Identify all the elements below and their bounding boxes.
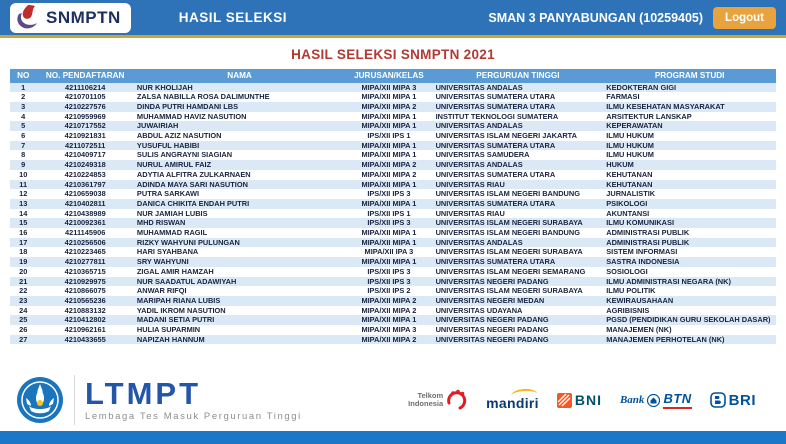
kemdikbud-emblem-icon (16, 376, 64, 424)
cell-no: 12 (19, 189, 28, 199)
cell-perguruan-tinggi: UNIVERSITAS SUMATERA UTARA (435, 101, 556, 111)
cell-no: 17 (19, 237, 28, 247)
cell-no-pendaftaran: 4210921831 (64, 131, 106, 141)
cell-jurusan-kelas: MIPA/XII MIPA 1 (361, 257, 417, 267)
cell-jurusan-kelas: MIPA/XII MIPA 1 (361, 140, 417, 150)
cell-no-pendaftaran: 4210277811 (64, 257, 106, 267)
cell-perguruan-tinggi: UNIVERSITAS ISLAM NEGERI SURABAYA (435, 218, 583, 228)
cell-perguruan-tinggi: UNIVERSITAS NEGERI PADANG (435, 276, 549, 286)
cell-nama: YUSUFUL HABIBI (136, 140, 200, 150)
cell-perguruan-tinggi: UNIVERSITAS ISLAM NEGERI SURABAYA (435, 247, 583, 257)
cell-perguruan-tinggi: UNIVERSITAS RIAU (435, 179, 505, 189)
table-row (10, 306, 776, 316)
table-header (10, 69, 776, 83)
cell-nama: RIZKY WAHYUNI PULUNGAN (136, 237, 240, 247)
cell-perguruan-tinggi: UNIVERSITAS ANDALAS (435, 237, 523, 247)
cell-program-studi: HUKUM (606, 160, 634, 170)
btn-house-icon (647, 394, 660, 407)
cell-nama: SULIS ANGRAYNI SIAGIAN (136, 150, 233, 160)
cell-no-pendaftaran: 4210438989 (64, 208, 106, 218)
cell-jurusan-kelas: IPS/XII IPS 3 (367, 218, 411, 228)
cell-jurusan-kelas: MIPA/XII MIPA 1 (361, 92, 417, 102)
cell-nama: ZALSA NABILLA ROSA DALIMUNTHE (136, 92, 270, 102)
cell-no: 21 (19, 276, 28, 286)
cell-no: 22 (19, 286, 28, 296)
cell-nama: HULIA SUPARMIN (136, 325, 201, 335)
cell-jurusan-kelas: IPS/XII IPS 3 (367, 189, 411, 199)
table-row (10, 267, 776, 277)
cell-no: 24 (19, 305, 28, 315)
cell-program-studi: ARSITEKTUR LANSKAP (606, 111, 692, 121)
cell-program-studi: FARMASI (606, 92, 640, 102)
snmptn-flame-icon (14, 4, 41, 31)
table-row (10, 131, 776, 141)
cell-nama: DANICA CHIKITA ENDAH PUTRI (136, 198, 250, 208)
cell-perguruan-tinggi: UNIVERSITAS ISLAM NEGERI JAKARTA (435, 131, 577, 141)
cell-jurusan-kelas: MIPA/XII MIPA 2 (361, 305, 417, 315)
table-row (10, 180, 776, 190)
bank-btn-logo (620, 391, 692, 409)
cell-jurusan-kelas: IPS/XII IPS 3 (367, 276, 411, 286)
cell-nama: ZIGAL AMIR HAMZAH (136, 266, 214, 276)
page-title: HASIL SELEKSI SNMPTN 2021 (291, 47, 495, 62)
cell-perguruan-tinggi: UNIVERSITAS NEGERI PADANG (435, 325, 549, 335)
cell-no: 5 (21, 121, 26, 131)
cell-program-studi: AKUNTANSI (606, 208, 650, 218)
cell-jurusan-kelas: MIPA/XII MIPA 1 (361, 237, 417, 247)
cell-program-studi: ILMU POLITIK (606, 286, 656, 296)
cell-nama: ADINDA MAYA SARI NASUTION (136, 179, 248, 189)
cell-nama: YADIL IKROM NASUTION (136, 305, 226, 315)
cell-no-pendaftaran: 4210565236 (64, 295, 106, 305)
cell-program-studi: KEDOKTERAN GIGI (606, 82, 677, 92)
cell-no-pendaftaran: 4210365715 (64, 266, 106, 276)
cell-nama: ADYTIA ALFITRA ZULKARNAEN (136, 169, 251, 179)
cell-jurusan-kelas: MIPA/XII MIPA 1 (361, 315, 417, 325)
cell-program-studi: KEWIRAUSAHAAN (606, 295, 674, 305)
cell-perguruan-tinggi: UNIVERSITAS NEGERI MEDAN (435, 295, 545, 305)
cell-no: 19 (19, 257, 28, 267)
cell-no-pendaftaran: 4211145906 (65, 228, 106, 238)
table-row (10, 141, 776, 151)
ltmpt-logo (16, 375, 302, 425)
cell-jurusan-kelas: MIPA/XII MIPA 1 (361, 121, 417, 131)
table-row (10, 170, 776, 180)
cell-program-studi: ADMINISTRASI PUBLIK (606, 237, 690, 247)
cell-jurusan-kelas: MIPA/XII MIPA 2 (361, 295, 417, 305)
cell-no: 7 (21, 140, 26, 150)
table-row (10, 238, 776, 248)
cell-no-pendaftaran: 4211072511 (65, 140, 106, 150)
cell-jurusan-kelas: MIPA/XII MIPA 1 (361, 228, 417, 238)
cell-jurusan-kelas: MIPA/XII MIPA 1 (361, 179, 417, 189)
cell-program-studi: ADMINISTRASI PUBLIK (606, 228, 690, 238)
cell-no-pendaftaran: 4210717552 (64, 121, 106, 131)
cell-jurusan-kelas: MIPA/XII MIPA 3 (361, 325, 417, 335)
cell-jurusan-kelas: MIPA/XII MIPA 2 (361, 101, 417, 111)
cell-nama: DINDA PUTRI HAMDANI LBS (136, 101, 239, 111)
table-row (10, 218, 776, 228)
cell-program-studi: MANAJEMEN PERHOTELAN (NK) (606, 334, 725, 344)
table-row (10, 209, 776, 219)
cell-no: 8 (21, 150, 26, 160)
cell-nama: MHD RISWAN (136, 218, 186, 228)
cell-program-studi: JURNALISTIK (606, 189, 656, 199)
cell-perguruan-tinggi: UNIVERSITAS SUMATERA UTARA (435, 198, 556, 208)
cell-nama: HARI SYAHBANA (136, 247, 199, 257)
table-body (10, 83, 776, 345)
table-row (10, 121, 776, 131)
ltmpt-tagline: Lembaga Tes Masuk Perguruan Tinggi (85, 410, 302, 422)
cell-jurusan-kelas: IPS/XII IPS 1 (367, 208, 411, 218)
cell-perguruan-tinggi: UNIVERSITAS RIAU (435, 208, 505, 218)
cell-program-studi: ILMU HUKUM (606, 131, 654, 141)
cell-program-studi: PGSD (PENDIDIKAN GURU SEKOLAH DASAR) (606, 315, 771, 325)
cell-no-pendaftaran: 4210929975 (64, 276, 106, 286)
bri-logo (710, 392, 756, 409)
cell-no: 4 (21, 111, 26, 121)
cell-no-pendaftaran: 4210223465 (64, 247, 106, 257)
telkom-label2: Indonesia (408, 399, 444, 408)
cell-no-pendaftaran: 4210659038 (64, 189, 106, 199)
results-table (10, 69, 776, 344)
table-row (10, 335, 776, 345)
cell-no: 27 (19, 334, 28, 344)
table-row (10, 286, 776, 296)
cell-jurusan-kelas: MIPA/XII IPA 3 (364, 247, 414, 257)
cell-perguruan-tinggi: UNIVERSITAS ANDALAS (435, 121, 523, 131)
cell-perguruan-tinggi: INSTITUT TEKNOLOGI SUMATERA (435, 111, 559, 121)
cell-perguruan-tinggi: UNIVERSITAS UDAYANA (435, 305, 523, 315)
cell-no: 25 (19, 315, 28, 325)
cell-nama: ANWAR RIFQI (136, 286, 187, 296)
cell-no-pendaftaran: 4210866075 (64, 286, 106, 296)
cell-perguruan-tinggi: UNIVERSITAS ANDALAS (435, 160, 523, 170)
telkom-hand-icon (446, 389, 468, 411)
cell-program-studi: PSIKOLOGI (606, 198, 648, 208)
cell-no-pendaftaran: 4210883132 (64, 305, 106, 315)
telkom-indonesia-logo (408, 389, 468, 411)
cell-nama: MARIPAH RIANA LUBIS (136, 295, 221, 305)
cell-jurusan-kelas: MIPA/XII MIPA 1 (361, 198, 417, 208)
appbar-page-title: HASIL SELEKSI (178, 10, 288, 25)
cell-no: 15 (19, 218, 28, 228)
cell-nama: MUHAMMAD HAVIZ NASUTION (136, 111, 247, 121)
cell-no: 14 (19, 208, 28, 218)
table-row (10, 315, 776, 325)
cell-no-pendaftaran: 4210701105 (64, 92, 106, 102)
cell-no: 3 (21, 101, 26, 111)
table-row (10, 112, 776, 122)
table-row (10, 247, 776, 257)
cell-perguruan-tinggi: UNIVERSITAS ISLAM NEGERI BANDUNG (435, 228, 580, 238)
cell-jurusan-kelas: MIPA/XII MIPA 3 (361, 82, 417, 92)
table-row (10, 199, 776, 209)
cell-no: 18 (19, 247, 28, 257)
btn-label: BTN (663, 391, 691, 409)
cell-no: 13 (19, 198, 28, 208)
table-row (10, 189, 776, 199)
col-header-no: NO (10, 69, 36, 83)
cell-jurusan-kelas: IPS/XII IPS 3 (367, 266, 411, 276)
mandiri-logo (486, 389, 539, 411)
cell-perguruan-tinggi: UNIVERSITAS NEGERI PADANG (435, 334, 549, 344)
cell-perguruan-tinggi: UNIVERSITAS SUMATERA UTARA (435, 169, 556, 179)
ltmpt-wordmark: LTMPT (85, 375, 202, 411)
bni-logo (557, 392, 602, 408)
main-content (0, 47, 786, 344)
cell-no: 26 (19, 325, 28, 335)
cell-perguruan-tinggi: UNIVERSITAS NEGERI PADANG (435, 315, 549, 325)
cell-program-studi: ILMU KESEHATAN MASYARAKAT (606, 101, 725, 111)
cell-no: 1 (21, 82, 26, 92)
cell-no-pendaftaran: 4211106214 (65, 82, 106, 92)
table-row (10, 325, 776, 335)
cell-nama: SRY WAHYUNI (136, 257, 189, 267)
cell-nama: NUR SAADATUL ADAWIYAH (136, 276, 237, 286)
cell-nama: NAPIZAH HANNUM (136, 334, 205, 344)
table-row (10, 160, 776, 170)
col-header-nama: NAMA (134, 69, 345, 83)
table-row (10, 92, 776, 102)
cell-program-studi: SASTRA INDONESIA (606, 257, 680, 267)
table-row (10, 102, 776, 112)
cell-perguruan-tinggi: UNIVERSITAS SUMATERA UTARA (435, 140, 556, 150)
footer-divider (74, 375, 75, 425)
cell-nama: NUR JAMIAH LUBIS (136, 208, 208, 218)
bri-label: BRI (728, 391, 756, 409)
col-header-perguruan-tinggi: PERGURUAN TINGGI (433, 69, 604, 83)
cell-nama: JUWAIRIAH (136, 121, 179, 131)
cell-jurusan-kelas: MIPA/XII MIPA 2 (361, 160, 417, 170)
bottom-accent-bar (0, 431, 786, 444)
cell-nama: NURUL AMIRUL FAIZ (136, 160, 212, 170)
telkom-label: Telkom (417, 391, 444, 400)
cell-jurusan-kelas: MIPA/XII MIPA 1 (361, 111, 417, 121)
app-header (0, 0, 786, 38)
table-row (10, 228, 776, 238)
cell-program-studi: KEHUTANAN (606, 179, 653, 189)
table-row (10, 83, 776, 93)
cell-no: 20 (19, 266, 28, 276)
col-header-jurusan-kelas: JURUSAN/KELAS (345, 69, 432, 83)
cell-no: 11 (19, 179, 28, 189)
footer (0, 369, 786, 431)
cell-no-pendaftaran: 4210433655 (64, 334, 106, 344)
cell-program-studi: ILMU ADMINISTRASI NEGARA (NK) (606, 276, 731, 286)
cell-jurusan-kelas: MIPA/XII MIPA 2 (361, 334, 417, 344)
bni-label: BNI (574, 392, 602, 408)
cell-perguruan-tinggi: UNIVERSITAS ISLAM NEGERI BANDUNG (435, 189, 580, 199)
cell-program-studi: SISTEM INFORMASI (606, 247, 678, 257)
table-row (10, 277, 776, 287)
cell-perguruan-tinggi: UNIVERSITAS ANDALAS (435, 82, 523, 92)
table-row (10, 296, 776, 306)
cell-program-studi: SOSIOLOGI (606, 266, 648, 276)
bri-monogram-icon (710, 392, 726, 408)
btn-bank-label: Bank (619, 394, 645, 406)
cell-program-studi: MANAJEMEN (NK) (606, 325, 672, 335)
cell-program-studi: AGRIBISNIS (606, 305, 650, 315)
cell-no-pendaftaran: 4210092361 (64, 218, 106, 228)
cell-no: 23 (19, 295, 28, 305)
cell-perguruan-tinggi: UNIVERSITAS SAMUDERA (435, 150, 530, 160)
cell-no-pendaftaran: 4210361797 (64, 179, 106, 189)
sponsor-logos (408, 389, 770, 411)
cell-no-pendaftaran: 4210962161 (64, 325, 106, 335)
cell-no-pendaftaran: 4210402811 (64, 198, 106, 208)
cell-perguruan-tinggi: UNIVERSITAS ISLAM NEGERI SURABAYA (435, 286, 583, 296)
cell-nama: NUR KHOLIJAH (136, 82, 193, 92)
cell-no-pendaftaran: 4210409717 (64, 150, 106, 160)
cell-program-studi: ILMU HUKUM (606, 150, 654, 160)
cell-no: 16 (19, 228, 28, 238)
cell-perguruan-tinggi: UNIVERSITAS SUMATERA UTARA (435, 257, 556, 267)
cell-program-studi: KEHUTANAN (606, 169, 653, 179)
cell-no: 2 (21, 92, 26, 102)
table-row (10, 150, 776, 160)
cell-perguruan-tinggi: UNIVERSITAS SUMATERA UTARA (435, 92, 556, 102)
cell-no-pendaftaran: 4210959969 (64, 111, 106, 121)
cell-nama: PUTRA SARKAWI (136, 189, 200, 199)
cell-no: 6 (21, 131, 26, 141)
col-header-no-pendaftaran: NO. PENDAFTARAN (36, 69, 134, 83)
cell-nama: ABDUL AZIZ NASUTION (136, 131, 222, 141)
cell-perguruan-tinggi: UNIVERSITAS ISLAM NEGERI SEMARANG (435, 266, 586, 276)
cell-no-pendaftaran: 4210227576 (64, 101, 106, 111)
table-row (10, 257, 776, 267)
cell-program-studi: ILMU HUKUM (606, 140, 654, 150)
cell-jurusan-kelas: MIPA/XII MIPA 2 (361, 169, 417, 179)
cell-no-pendaftaran: 4210412802 (64, 315, 106, 325)
mandiri-label: mandiri (486, 395, 539, 411)
cell-jurusan-kelas: IPS/XII IPS 1 (367, 131, 411, 141)
cell-no-pendaftaran: 4210256506 (64, 237, 106, 247)
cell-no: 10 (19, 169, 28, 179)
school-name: SMAN 3 PANYABUNGAN (10259405) (488, 10, 704, 25)
col-header-program-studi: PROGRAM STUDI (603, 69, 776, 83)
cell-nama: MUHAMMAD RAGIL (136, 228, 208, 238)
cell-program-studi: ILMU KOMUNIKASI (606, 218, 674, 228)
logout-button[interactable]: Logout (713, 7, 776, 29)
cell-jurusan-kelas: MIPA/XII MIPA 1 (361, 150, 417, 160)
cell-no-pendaftaran: 4210224853 (64, 169, 106, 179)
cell-no-pendaftaran: 4210249318 (64, 160, 106, 170)
bni-sail-icon (557, 393, 572, 408)
cell-jurusan-kelas: IPS/XII IPS 2 (367, 286, 411, 296)
cell-program-studi: KEPERAWATAN (606, 121, 663, 131)
cell-nama: MADANI SETIA PUTRI (136, 315, 215, 325)
brand-name: SNMPTN (46, 7, 121, 27)
snmptn-logo (10, 3, 131, 33)
cell-no: 9 (21, 160, 26, 170)
